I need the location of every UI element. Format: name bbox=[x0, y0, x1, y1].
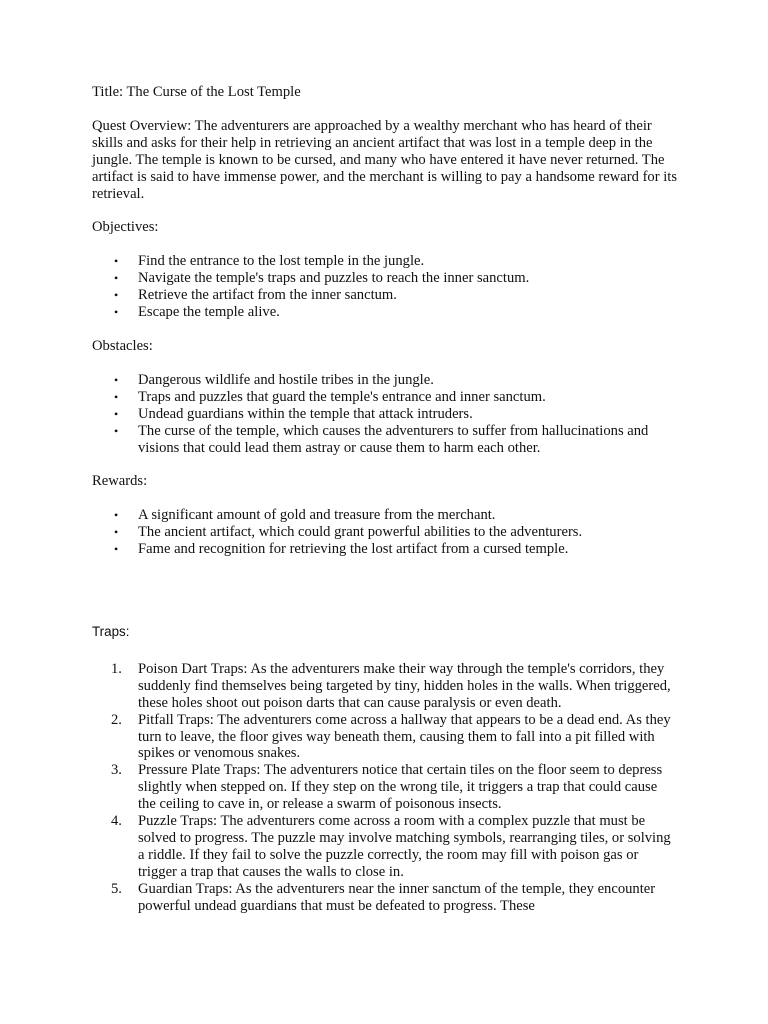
quest-overview: Quest Overview: The adventurers are approached by a wealthy merchant who has heard of their skills and asks for their help in retrieving an ancient artifact that was lost in a temple deep in the jungle. The temple is known to be cursed, and many who have entered it have never returned. The artifact is said to have immense power, and the merchant is willing to pay a handsome reward for its retrieval. bbox=[92, 117, 678, 202]
list-item bbox=[111, 880, 678, 915]
bullet-icon: • bbox=[114, 305, 119, 320]
list-item bbox=[111, 813, 678, 881]
list-item bbox=[114, 405, 673, 423]
bullet-icon: • bbox=[114, 288, 119, 303]
list-item bbox=[114, 541, 673, 558]
bullet-icon: • bbox=[114, 542, 119, 557]
list-item-text: Navigate the temple's traps and puzzles to reach the inner sanctum. bbox=[138, 270, 530, 287]
list-item bbox=[111, 711, 678, 763]
objectives-list bbox=[92, 253, 692, 321]
list-item-text: Pitfall Traps: The adventurers come across a hallway that appears to be a dead end. As they turn to leave, the floor gives way beneath them, causing them to fall into a pit filled with spikes or venomous snakes. bbox=[138, 711, 671, 762]
list-number: 1. bbox=[111, 660, 122, 677]
obstacles-list bbox=[92, 372, 692, 457]
list-number: 5. bbox=[111, 880, 122, 897]
list-item bbox=[114, 304, 673, 321]
bullet-icon: • bbox=[114, 271, 119, 286]
list-item bbox=[111, 762, 678, 813]
list-item-text: A significant amount of gold and treasure from the merchant. bbox=[138, 507, 496, 524]
bullet-icon: • bbox=[114, 525, 119, 540]
list-item-text: Poison Dart Traps: As the adventurers make their way through the temple's corridors, they suddenly find themselves being targeted by tiny, hidden holes in the walls. When triggered, these holes shoot out poison darts that can cause paralysis or even death. bbox=[138, 660, 671, 711]
list-number: 4. bbox=[111, 813, 122, 830]
list-item bbox=[114, 287, 673, 304]
list-item-text: The ancient artifact, which could grant powerful abilities to the adventurers. bbox=[138, 524, 583, 541]
list-item bbox=[114, 524, 673, 541]
list-item-text: Pressure Plate Traps: The adventurers notice that certain tiles on the floor seem to depress slightly when stepped on. If they step on the wrong tile, it triggers a trap that could cause the ceiling to cave in, or release a swarm of poisonous insects. bbox=[138, 762, 663, 813]
list-item-text: Undead guardians within the temple that attack intruders. bbox=[138, 405, 473, 422]
traps-list bbox=[92, 661, 692, 915]
objectives-heading: Objectives: bbox=[92, 219, 159, 236]
bullet-icon: • bbox=[114, 508, 119, 523]
list-item-text: Fame and recognition for retrieving the lost artifact from a cursed temple. bbox=[138, 541, 569, 558]
list-item-text: Dangerous wildlife and hostile tribes in the jungle. bbox=[138, 371, 434, 388]
document-title: Title: The Curse of the Lost Temple bbox=[92, 84, 301, 100]
list-item bbox=[114, 422, 673, 457]
list-item-text: Escape the temple alive. bbox=[138, 304, 280, 321]
list-item bbox=[114, 507, 673, 524]
bullet-icon: • bbox=[114, 423, 119, 438]
traps-heading: Traps: bbox=[92, 624, 130, 640]
document-page bbox=[92, 84, 692, 915]
list-item-text: The curse of the temple, which causes the adventurers to suffer from hallucinations and visions that could lead them astray or cause them to harm each other. bbox=[138, 422, 649, 456]
list-number: 3. bbox=[111, 762, 122, 779]
list-item-text: Puzzle Traps: The adventurers come across a room with a complex puzzle that must be solved to progress. The puzzle may involve matching symbols, rearranging tiles, or solving a riddle. If they fail to solve the puzzle correctly, the room may fill with poison gas or trigger a trap that causes the walls to close in. bbox=[138, 813, 671, 880]
bullet-icon: • bbox=[114, 389, 119, 404]
rewards-heading: Rewards: bbox=[92, 473, 148, 490]
list-number: 2. bbox=[111, 711, 122, 728]
list-item bbox=[111, 660, 678, 712]
list-item-text: Retrieve the artifact from the inner sanctum. bbox=[138, 287, 397, 304]
obstacles-heading: Obstacles: bbox=[92, 337, 153, 354]
list-item bbox=[114, 270, 673, 287]
bullet-icon: • bbox=[114, 372, 119, 387]
list-item bbox=[114, 253, 673, 270]
list-item-text: Find the entrance to the lost temple in the jungle. bbox=[138, 253, 425, 270]
list-item-text: Guardian Traps: As the adventurers near the inner sanctum of the temple, they encounter powerful undead guardians that must be defeated to progress. These bbox=[138, 880, 656, 914]
rewards-list bbox=[92, 507, 692, 558]
bullet-icon: • bbox=[114, 254, 119, 269]
list-item-text: Traps and puzzles that guard the temple's entrance and inner sanctum. bbox=[138, 388, 546, 405]
list-item bbox=[114, 371, 673, 389]
list-item bbox=[114, 388, 673, 406]
bullet-icon: • bbox=[114, 406, 119, 421]
